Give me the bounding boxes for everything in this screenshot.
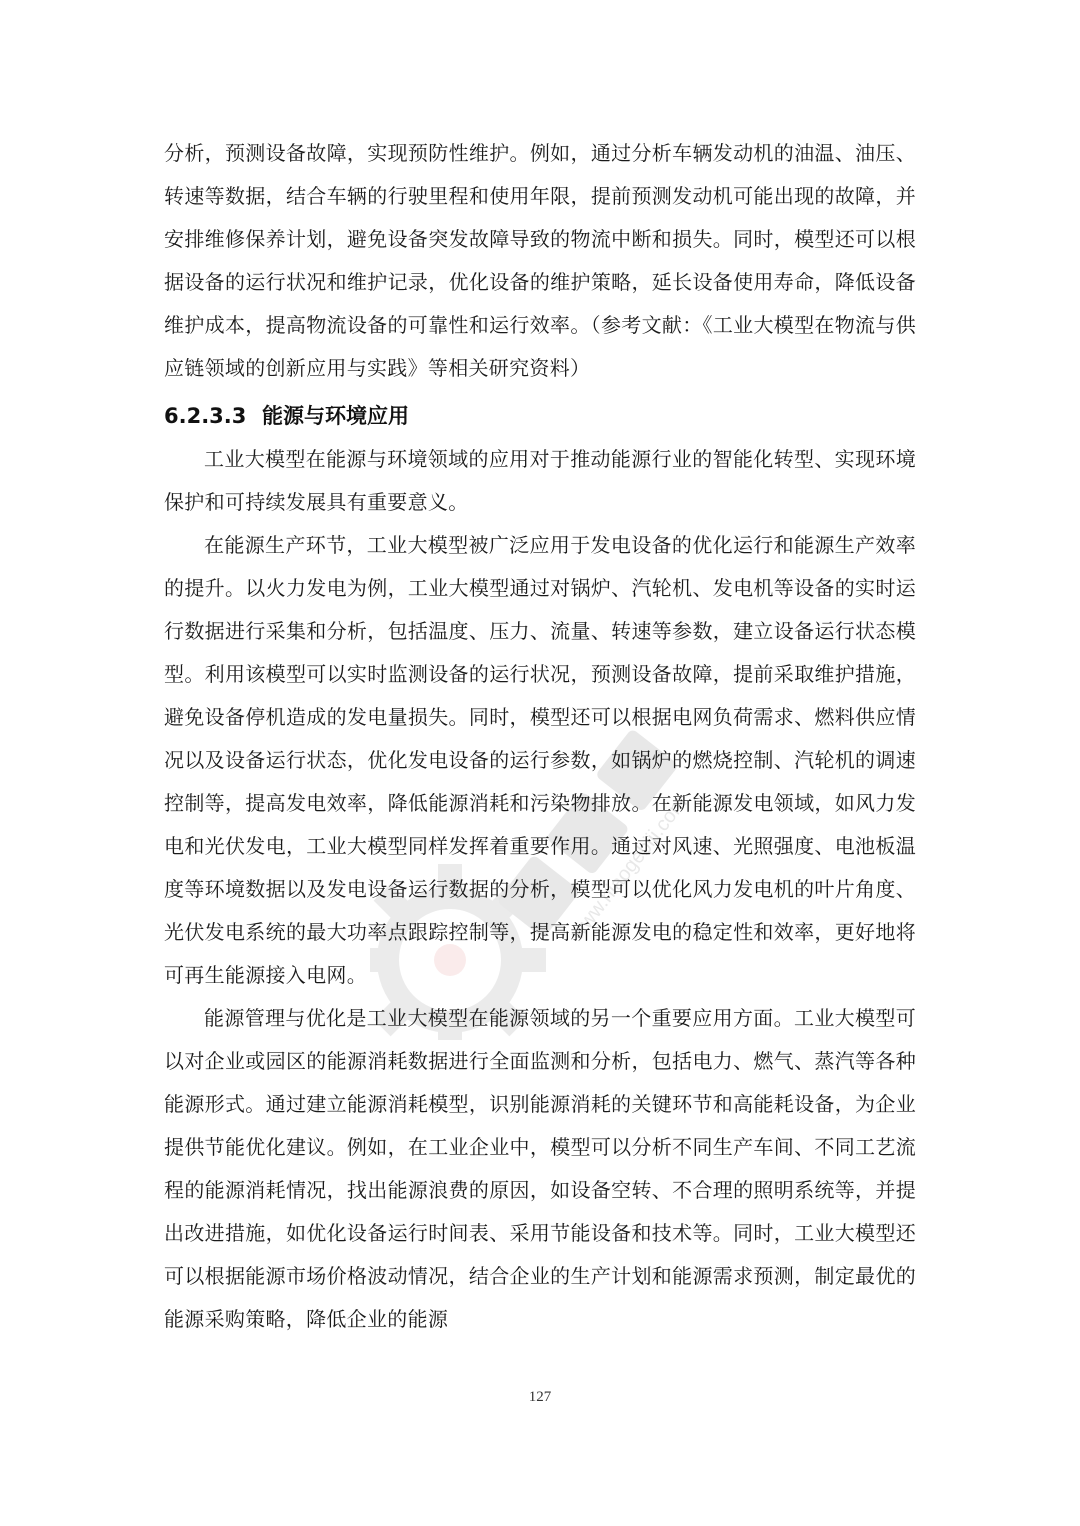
body-paragraph-2: 在能源生产环节，工业大模型被广泛应用于发电设备的优化运行和能源生产效率的提升。以火力发电为例，工业大模型通过对锅炉、汽轮机、发电机等设备的实时运行数据进行采集和分析，包括温度、压力、流量、转速等参数，建立设备运行状态模型。利用该模型可以实时监测设备的运行状况，预测设备故障，提前采取维护措施，避免设备停机造成的发电量损失。同时，模型还可以根据电网负荷需求、燃料供应情况以及设备运行状态，优化发电设备的运行参数，如锅炉的燃烧控制、汽轮机的调速控制等，提高发电效率，降低能源消耗和污染物排放。在新能源发电领域，如风力发电和光伏发电，工业大模型同样发挥着重要作用。通过对风速、光照强度、电池板温度等环境数据以及发电设备运行数据的分析，模型可以优化风力发电机的叶片角度、光伏发电系统的最大功率点跟踪控制等，提高新能源发电的稳定性和效率，更好地将可再生能源接入电网。 (164, 533, 916, 987)
continued-paragraph: 分析，预测设备故障，实现预防性维护。例如，通过分析车辆发动机的油温、油压、转速等数据，结合车辆的行驶里程和使用年限，提前预测发动机可能出现的故障，并安排维修保养计划，避免设备突发故障导致的物流中断和损失。同时，模型还可以根据设备的运行状况和维护记录，优化设备的维护策略，延长设备使用寿命，降低设备维护成本，提高物流设备的可靠性和运行效率。（参考文献：《工业大模型在物流与供应链领域的创新应用与实践》等相关研究资料） (164, 141, 916, 380)
body-paragraph-1: 工业大模型在能源与环境领域的应用对于推动能源行业的智能化转型、实现环境保护和可持续发展具有重要意义。 (164, 447, 916, 514)
section-heading (164, 394, 916, 438)
section-title: 能源与环境应用 (262, 404, 409, 428)
watermark-url: www.niaogebiji.com (566, 792, 692, 945)
section-number: 6.2.3.3 (164, 404, 247, 428)
page-body (164, 132, 916, 1341)
body-paragraph-3: 能源管理与优化是工业大模型在能源领域的另一个重要应用方面。工业大模型可以对企业或园区的能源消耗数据进行全面监测和分析，包括电力、燃气、蒸汽等各种能源形式。通过建立能源消耗模型，识别能源消耗的关键环节和高能耗设备，为企业提供节能优化建议。例如，在工业企业中，模型可以分析不同生产车间、不同工艺流程的能源消耗情况，找出能源浪费的原因，如设备空转、不合理的照明系统等，并提出改进措施，如优化设备运行时间表、采用节能设备和技术等。同时，工业大模型还可以根据能源市场价格波动情况，结合企业的生产计划和能源需求预测，制定最优的能源采购策略，降低企业的能源 (164, 1006, 916, 1331)
page-number: 127 (528, 1389, 552, 1405)
